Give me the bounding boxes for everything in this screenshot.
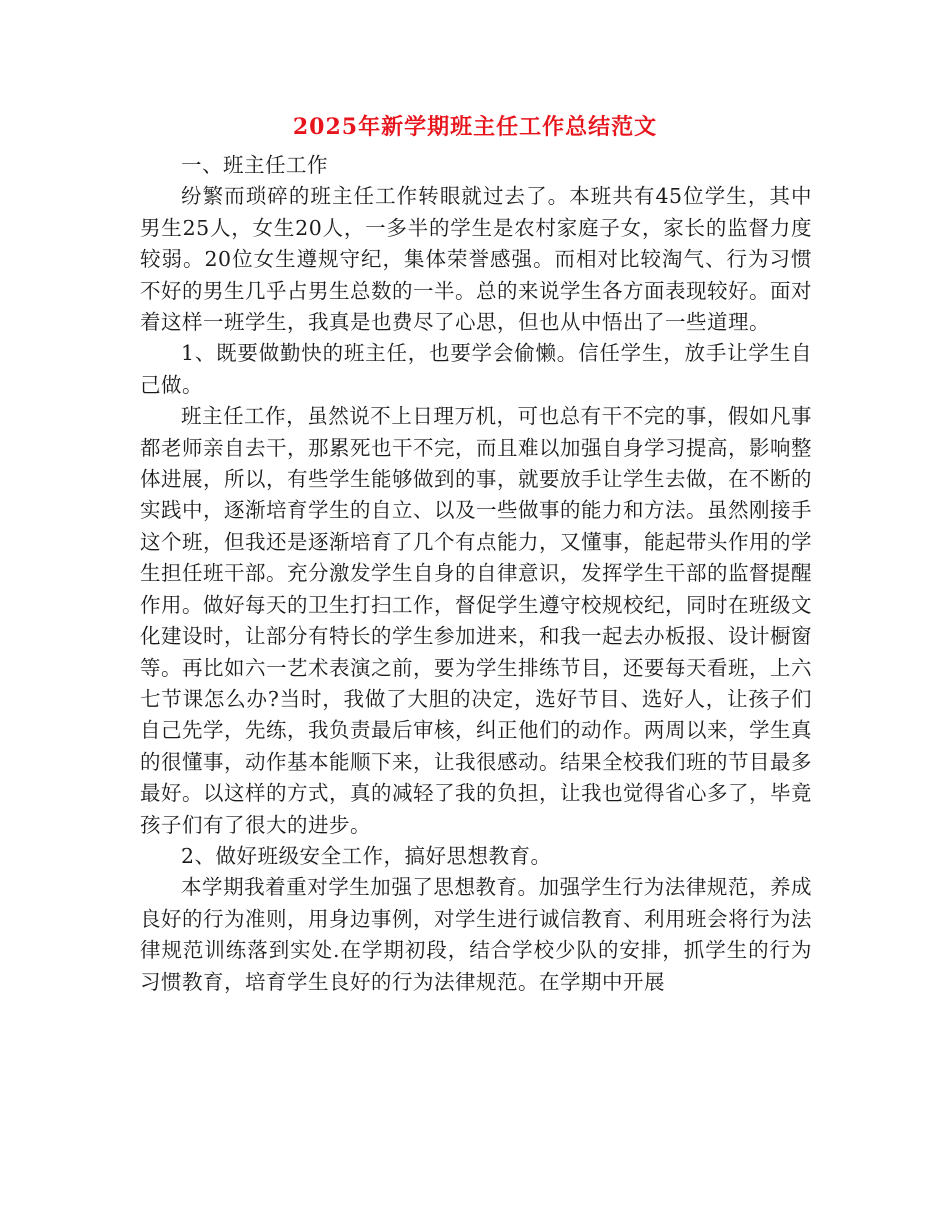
section-heading: 一、班主任工作 xyxy=(181,153,328,177)
paragraph: 纷繁而琐碎的班主任工作转眼就过去了。本班共有45位学生，其中男生25人，女生20人，一多半的学生是农村家庭子女，家长的监督力度较弱。20位女生遵规守纪，集体荣誉感强。而相对比较淘气、行为习惯不好的男生几乎占男生总数的一半。总的来说学生各方面表现较好。面对着这样一班学生，我真是也费尽了心思，但也从中悟出了一些道理。 xyxy=(140,184,812,335)
paragraph: 本学期我着重对学生加强了思想教育。加强学生行为法律规范，养成良好的行为准则，用身边事例，对学生进行诚信教育、利用班会将行为法律规范训练落到实处.在学期初段，结合学校少队的安排，抓学生的行为习惯教育，培育学生良好的行为法律规范。在学期中开展 xyxy=(140,875,812,994)
subsection-heading: 2、做好班级安全工作，搞好思想教育。 xyxy=(181,843,552,868)
subsection-heading: 1、既要做勤快的班主任，也要学会偷懒。信任学生，放手让学生自己做。 xyxy=(140,341,812,397)
document-body xyxy=(140,150,812,998)
document-title: 2025年新学期班主任工作总结范文 xyxy=(292,114,658,140)
paragraph: 班主任工作，虽然说不上日理万机，可也总有干不完的事，假如凡事都老师亲自去干，那累死也干不完，而且难以加强自身学习提高，影响整体进展，所以，有些学生能够做到的事，就要放手让学生去做，在不断的实践中，逐渐培育学生的自立、以及一些做事的能力和方法。虽然刚接手这个班，但我还是逐渐培育了几个有点能力，又懂事，能起带头作用的学生担任班干部。充分激发学生自身的自律意识，发挥学生干部的监督提醒作用。做好每天的卫生打扫工作，督促学生遵守校规校纪，同时在班级文化建设时，让部分有特长的学生参加进来，和我一起去办板报、设计橱窗等。再比如六一艺术表演之前，要为学生排练节目，还要每天看班，上六七节课怎么办?当时，我做了大胆的决定，选好节目、选好人，让孩子们自己先学，先练，我负责最后审核，纠正他们的动作。两周以来，学生真的很懂事，动作基本能顺下来，让我很感动。结果全校我们班的节目最多最好。以这样的方式，真的减轻了我的负担，让我也觉得省心多了，毕竟孩子们有了很大的进步。 xyxy=(140,404,812,837)
